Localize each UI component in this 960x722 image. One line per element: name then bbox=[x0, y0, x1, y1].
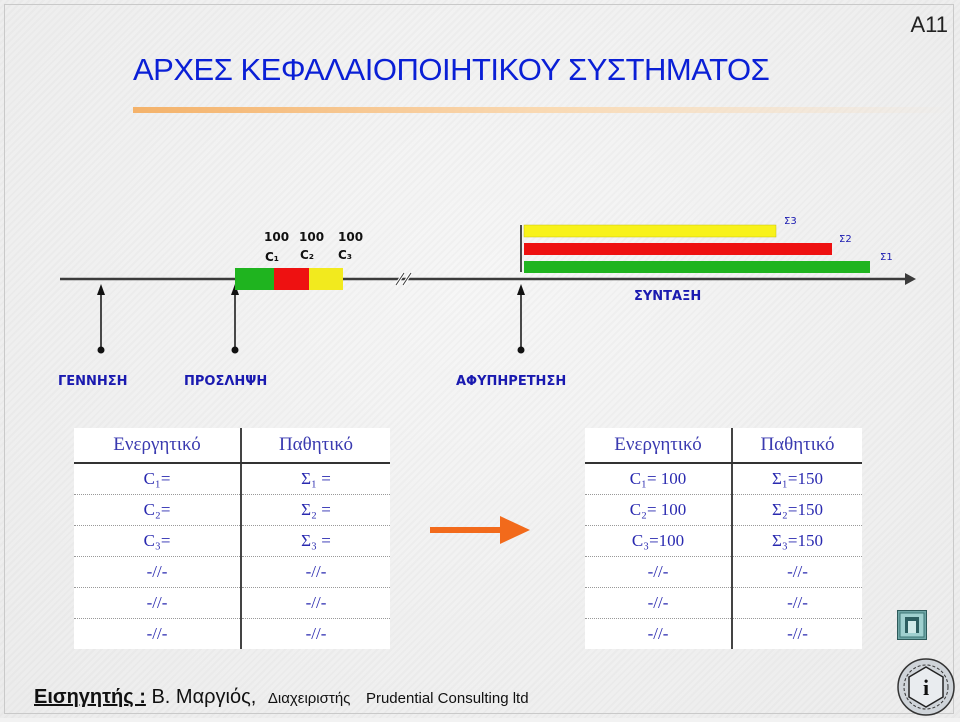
pension-bar-s3 bbox=[524, 225, 776, 237]
contribution-label-c2: C₂ bbox=[300, 248, 315, 262]
table-cell: -//- bbox=[241, 557, 390, 588]
contribution-value-c1: 100 bbox=[264, 230, 290, 244]
table-cell: Σ₁ = bbox=[241, 463, 390, 495]
pension-label: ΣΥΝΤΑΞΗ bbox=[634, 289, 702, 304]
table-cell: -//- bbox=[74, 619, 241, 650]
table-cell: C₃=100 bbox=[585, 526, 732, 557]
info-logo bbox=[896, 657, 956, 717]
header-liabilities: Παθητικό bbox=[732, 428, 862, 463]
hire-marker bbox=[231, 284, 239, 354]
svg-text:i: i bbox=[922, 675, 930, 700]
table-cell: -//- bbox=[74, 557, 241, 588]
footer-role: Διαχειριστής bbox=[267, 690, 351, 707]
contribution-block-c1 bbox=[235, 268, 274, 290]
contribution-value-c2: 100 bbox=[299, 230, 325, 244]
pension-bar-label-s1: Σ1 bbox=[880, 252, 893, 263]
home-button[interactable] bbox=[897, 610, 927, 640]
home-button-icon bbox=[897, 610, 927, 640]
table-cell: -//- bbox=[787, 624, 808, 643]
timeline-arrowhead bbox=[905, 273, 916, 285]
event-birth-label: ΓΕΝΝΗΣΗ bbox=[58, 374, 128, 389]
event-hire-label: ΠΡΟΣΛΗΨΗ bbox=[184, 374, 268, 389]
table-cell: Σ₃=150 bbox=[732, 526, 862, 557]
table-cell: -//- bbox=[732, 557, 862, 588]
retirement-marker bbox=[517, 225, 525, 354]
table-cell: C₁= 100 bbox=[585, 463, 732, 495]
table-cell: C₁= bbox=[74, 463, 241, 495]
contribution-label-c3: C₃ bbox=[338, 248, 353, 262]
table-cell: -//- bbox=[732, 588, 862, 619]
table-cell: C₂= bbox=[74, 495, 241, 526]
pension-bar-label-s3: Σ3 bbox=[784, 216, 797, 227]
table-cell: -//- bbox=[585, 557, 732, 588]
footer-presenter-label: Εισηγητής : bbox=[34, 686, 146, 708]
footer-presenter-name: Β. Μαργιός, bbox=[151, 686, 257, 708]
header-assets: Ενεργητικό bbox=[74, 428, 241, 463]
table-cell: Σ₃ = bbox=[241, 526, 390, 557]
footer bbox=[34, 686, 529, 709]
birth-marker bbox=[97, 284, 105, 354]
info-logo-icon bbox=[896, 657, 956, 717]
contribution-value-c3: 100 bbox=[338, 230, 364, 244]
slide-title: ΑΡΧΕΣ ΚΕΦΑΛΑΙΟΠΟΙΗΤΙΚΟΥ ΣΥΣΤΗΜΑΤΟΣ bbox=[133, 52, 770, 87]
table-cell: C₃= bbox=[74, 526, 241, 557]
balance-sheet-before bbox=[74, 428, 390, 649]
event-retirement-label: ΑΦΥΠΗΡΕΤΗΣΗ bbox=[456, 374, 567, 389]
balance-sheet-after bbox=[585, 428, 862, 649]
table-cell: -//- bbox=[74, 588, 241, 619]
table-cell: Σ₁=150 bbox=[732, 463, 862, 495]
header-assets: Ενεργητικό bbox=[585, 428, 732, 463]
contribution-block-c2 bbox=[274, 268, 309, 290]
table-cell: -//- bbox=[585, 619, 732, 650]
pension-bar-s2 bbox=[524, 243, 832, 255]
table-cell: -//- bbox=[305, 624, 327, 643]
slide-number: A11 bbox=[910, 12, 948, 37]
contribution-block-c3 bbox=[309, 268, 343, 290]
footer-company: Prudential Consulting ltd bbox=[365, 690, 529, 707]
header-liabilities: Παθητικό bbox=[241, 428, 390, 463]
table-cell: -//- bbox=[585, 588, 732, 619]
contribution-label-c1: C₁ bbox=[265, 250, 280, 264]
table-cell: C₂= 100 bbox=[585, 495, 732, 526]
pension-bar-label-s2: Σ2 bbox=[839, 234, 852, 245]
pension-bar-s1 bbox=[524, 261, 870, 273]
table-cell: Σ₂=150 bbox=[732, 495, 862, 526]
transition-arrow-icon bbox=[430, 516, 530, 544]
table-cell: Σ₂ = bbox=[241, 495, 390, 526]
table-cell: -//- bbox=[241, 588, 390, 619]
